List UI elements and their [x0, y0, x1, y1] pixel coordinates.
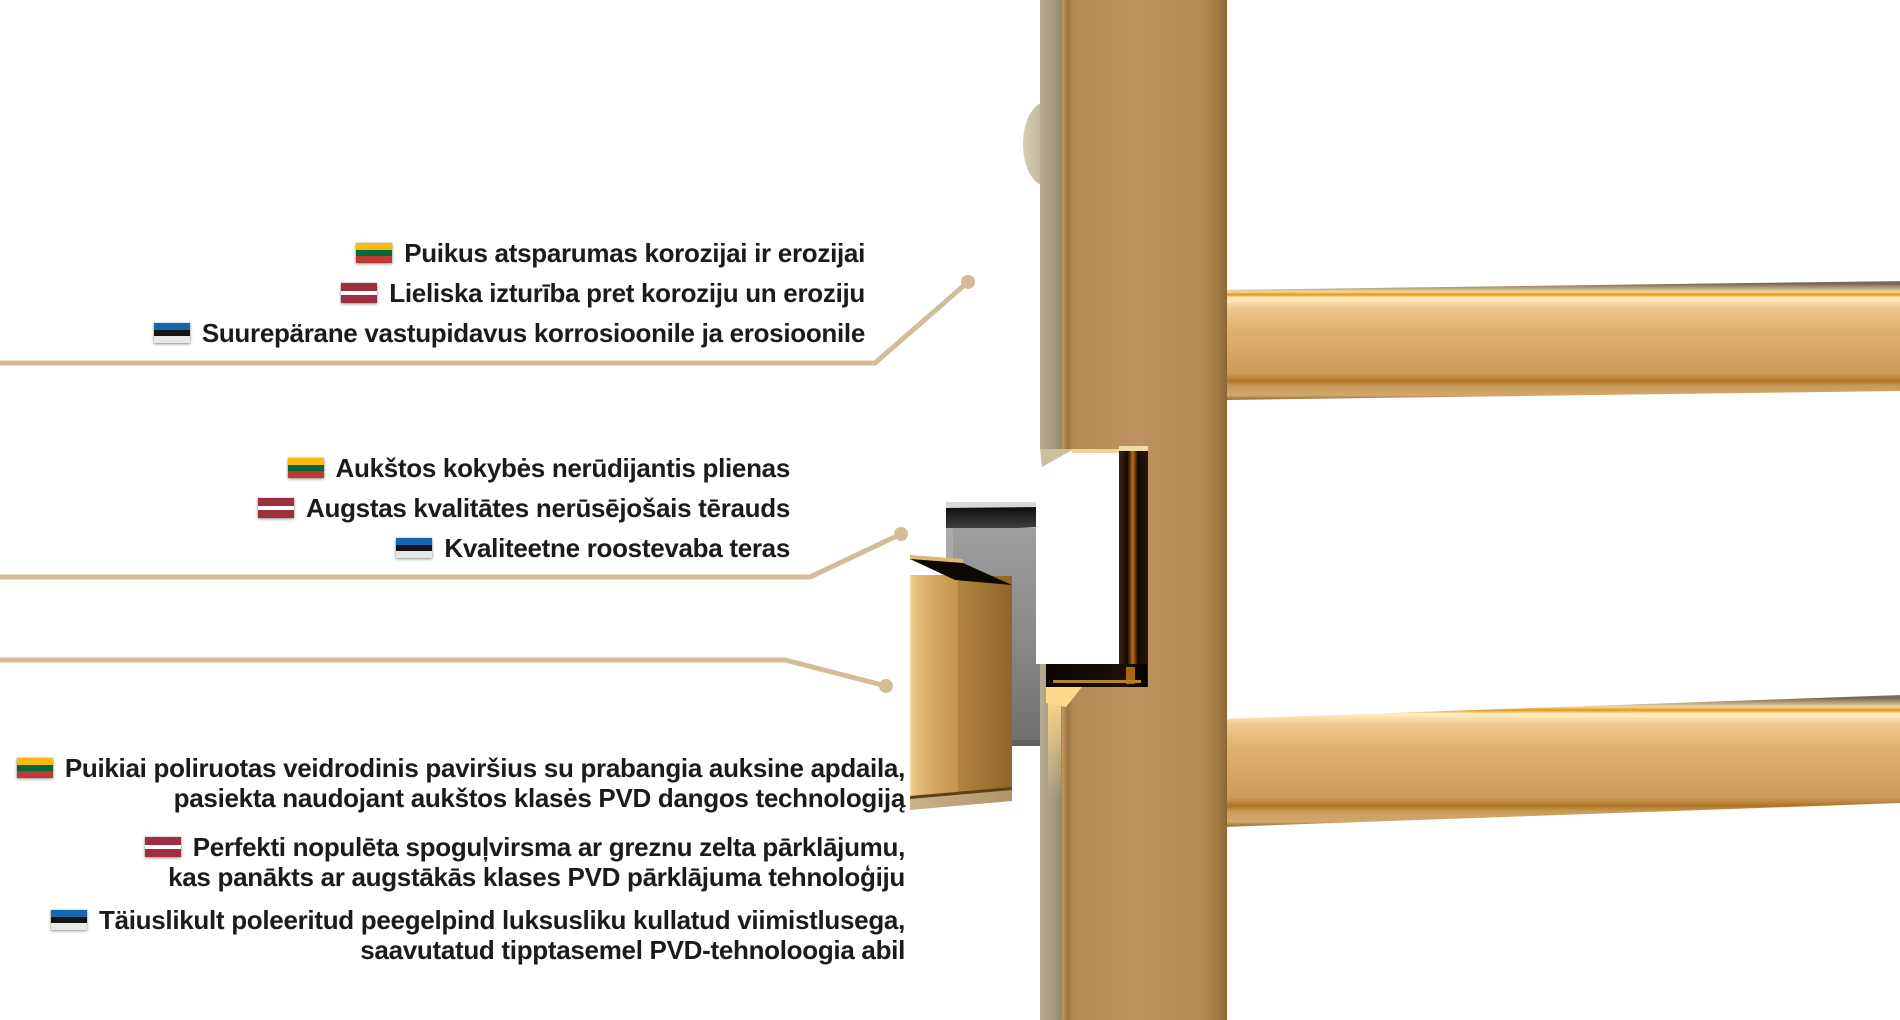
steel-text-lt: Aukštos kokybės nerūdijantis plienas	[335, 453, 790, 483]
finish-text-lv-line1: Perfekti nopulēta spoguļvirsma ar greznu zelta pārklājumu,	[192, 832, 905, 862]
callout-dot-corrosion	[961, 275, 975, 289]
notch-lower-edge-fade	[1048, 703, 1061, 798]
finish-block-lt	[17, 753, 905, 813]
finish-text-et-line1: Täiuslikult poleeritud peegelpind luksusliku kullatud viimistlusega,	[99, 905, 905, 935]
annotation-group-steel	[258, 448, 790, 568]
estonia-flag-icon	[396, 538, 432, 558]
annotation-row	[154, 233, 865, 273]
finish-text-lv-line2: kas panākts ar augstākās klases PVD pārklājuma tehnoloģiju	[168, 862, 905, 892]
finish-text-lt-line2: pasiekta naudojant aukštos klasės PVD dangos technologiją	[173, 783, 905, 813]
notch-cutout	[1036, 449, 1119, 664]
corrosion-text-lv: Lieliska izturība pret koroziju un eroziju	[389, 278, 865, 308]
finish-block-lv	[17, 832, 905, 892]
callout-dot-finish	[879, 679, 893, 693]
callout-line-finish	[0, 660, 886, 686]
corrosion-text-lt: Puikus atsparumas korozijai ir erozijai	[404, 238, 865, 268]
annotation-row	[258, 448, 790, 488]
notch-upper-edge-highlight	[1072, 449, 1120, 453]
notch-corner-glint	[1126, 667, 1135, 684]
lithuania-flag-icon	[356, 243, 392, 263]
annotation-row	[154, 273, 865, 313]
finish-text-et-line2: saavutatud tipptasemel PVD-tehnoloogia abil	[360, 935, 905, 965]
bracket-top-rim	[946, 502, 1043, 508]
annotation-group-corrosion	[154, 233, 865, 353]
latvia-flag-icon	[258, 498, 294, 518]
hook-front-face	[910, 575, 958, 798]
callout-dot-steel	[894, 527, 908, 541]
annotation-row	[258, 488, 790, 528]
notch-slot	[1119, 451, 1148, 687]
steel-text-et: Kvaliteetne roostevaba teras	[444, 533, 790, 563]
hook-profile	[910, 555, 1012, 810]
estonia-flag-icon	[51, 910, 87, 930]
steel-text-lv: Augstas kvalitātes nerūsējošais tērauds	[306, 493, 790, 523]
bracket-top-face	[946, 507, 1043, 531]
lithuania-flag-icon	[288, 458, 324, 478]
annotation-row	[145, 832, 905, 862]
notch-slot-rim	[1119, 446, 1148, 451]
annotation-row	[258, 528, 790, 568]
corrosion-text-et: Suurepärane vastupidavus korrosioonile ja erosioonile	[201, 318, 865, 348]
annotation-group-finish	[17, 753, 905, 965]
annotation-row	[17, 753, 905, 783]
latvia-flag-icon	[341, 283, 377, 303]
finish-block-et	[17, 905, 905, 965]
annotation-row	[51, 905, 905, 935]
hook-side-face	[958, 576, 1012, 795]
top-rail-bar	[1222, 281, 1900, 400]
estonia-flag-icon	[154, 323, 190, 343]
bottom-rail-bar	[1222, 695, 1900, 827]
latvia-flag-icon	[145, 837, 181, 857]
annotation-row	[154, 313, 865, 353]
lithuania-flag-icon	[17, 758, 53, 778]
finish-text-lt-line1: Puikiai poliruotas veidrodinis paviršius su prabangia auksine apdaila,	[64, 753, 905, 783]
